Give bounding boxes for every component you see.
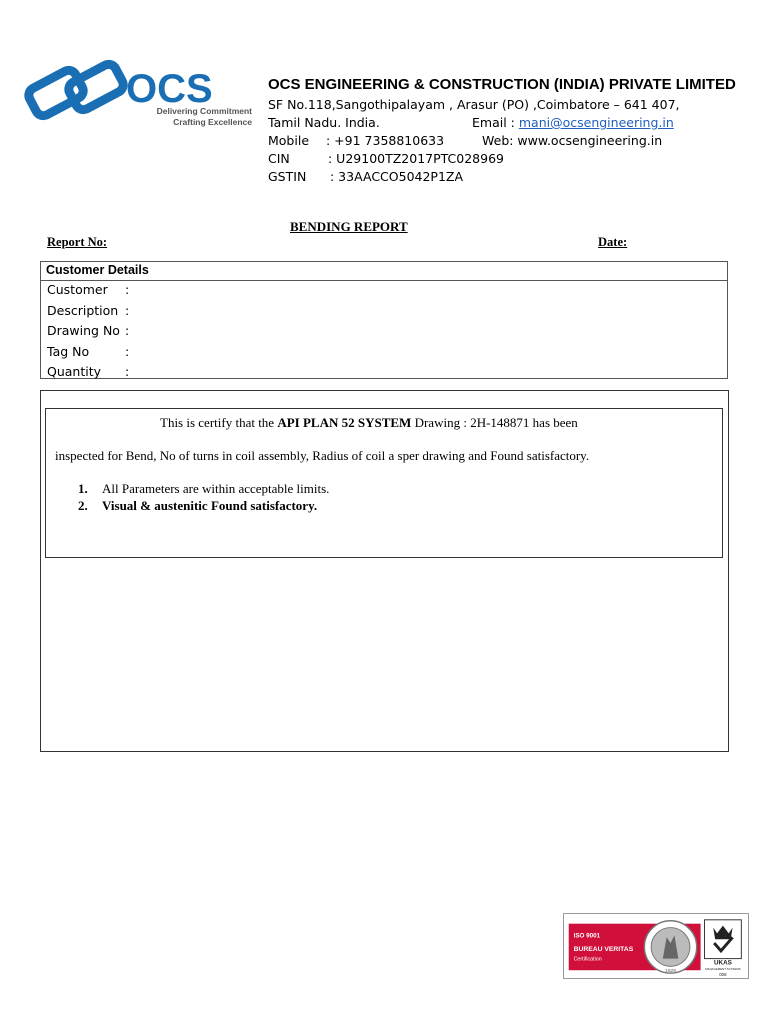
field-label: Drawing No — [47, 323, 120, 338]
list-num: 1. — [78, 481, 88, 496]
list-text: Visual & austenitic Found satisfactory. — [102, 498, 318, 513]
ukas-code: 008 — [719, 972, 727, 978]
customer-details-header — [40, 261, 728, 281]
mobile-label: Mobile — [268, 133, 310, 148]
list-num: 2. — [78, 498, 88, 513]
field-label: Quantity — [47, 364, 102, 379]
logo-tagline-2: Crafting Excellence — [173, 117, 252, 127]
field-quantity — [47, 364, 129, 379]
field-sep: : — [125, 344, 130, 359]
iso-label: ISO 9001 — [573, 932, 601, 940]
gstin-label: GSTIN — [268, 169, 307, 184]
certification-logos — [563, 913, 749, 979]
company-name: OCS ENGINEERING & CONSTRUCTION (INDIA) PRIVATE LIMITED — [268, 76, 736, 93]
field-label: Description — [47, 303, 119, 318]
logo-tagline-1: Delivering Commitment — [156, 106, 252, 116]
list-item — [78, 481, 329, 497]
ukas-sub: MANAGEMENT SYSTEMS — [705, 967, 741, 972]
field-sep: : — [125, 282, 130, 297]
field-customer — [47, 282, 129, 297]
cert-suffix: has been — [532, 415, 578, 430]
bv-sub: Certification — [573, 956, 602, 963]
certificate-line-2: inspected for Bend, No of turns in coil assembly, Radius of coil a sper drawing and Found satisfactory. — [55, 448, 590, 463]
list-text: All Parameters are within acceptable limits. — [102, 481, 330, 496]
email-label: Email : — [472, 115, 515, 130]
cin-row — [268, 151, 504, 166]
field-sep: : — [125, 323, 130, 338]
company-logo — [22, 58, 257, 130]
bureau-veritas-seal-icon — [644, 921, 696, 974]
system-name: API PLAN 52 SYSTEM — [277, 415, 412, 430]
gstin-row — [268, 169, 463, 184]
date-label: Date: — [598, 235, 628, 249]
ukas-label: UKAS — [713, 959, 732, 967]
web-text: Web: www.ocsengineering.in — [482, 133, 663, 148]
logo-text: OCS — [126, 67, 213, 111]
gstin-value: : 33AACCO5042P1ZA — [330, 169, 464, 184]
address-line-2: Tamil Nadu. India. — [268, 115, 380, 130]
field-sep: : — [125, 364, 130, 379]
drawing-label: Drawing : — [414, 415, 467, 430]
report-no-label: Report No: — [47, 235, 108, 249]
drawing-no: 2H-148871 — [470, 415, 530, 430]
mobile-row — [268, 133, 662, 148]
field-label: Customer — [47, 282, 108, 297]
bv-label: BUREAU VERITAS — [573, 945, 634, 953]
field-drawing-no — [47, 323, 129, 338]
address-line-1: SF No.118,Sangothipalayam , Arasur (PO) ,Coimbatore – 641 407, — [268, 97, 680, 112]
list-item — [78, 498, 317, 514]
cin-value: : U29100TZ2017PTC028969 — [328, 151, 504, 166]
cert-prefix: This is certify that the — [160, 415, 275, 430]
cin-label: CIN — [268, 151, 290, 166]
ukas-crown-icon — [704, 920, 741, 959]
address-line-2-row — [268, 115, 674, 130]
field-label: Tag No — [47, 344, 90, 359]
report-title: BENDING REPORT — [290, 219, 408, 234]
field-description — [47, 303, 129, 318]
certificate-line-1 — [160, 415, 578, 431]
email-link[interactable]: mani@ocsengineering.in — [518, 115, 674, 130]
field-tag-no — [47, 344, 129, 359]
customer-details-heading: Customer Details — [46, 263, 149, 277]
mobile-value: : +91 7358810633 — [326, 133, 445, 148]
chain-link-icon — [26, 62, 126, 119]
bv-year: 1828 — [665, 969, 676, 975]
field-sep: : — [125, 303, 130, 318]
